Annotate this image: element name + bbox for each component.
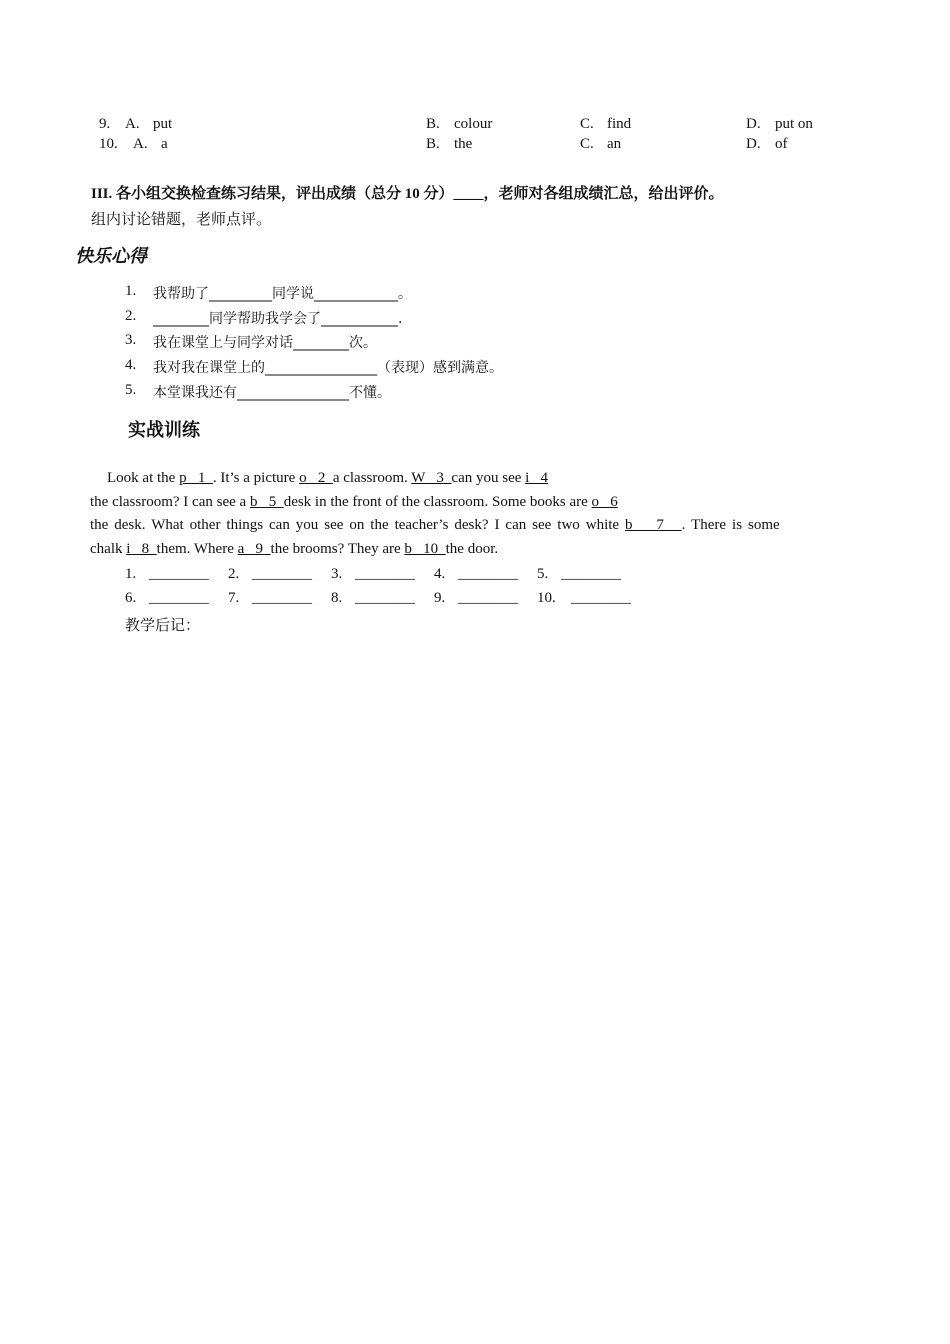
option-b-text: colour <box>454 116 493 132</box>
passage-text: Look at the <box>107 470 180 486</box>
passage-text: chalk <box>90 540 127 557</box>
item-number: 1. <box>125 283 137 299</box>
happy-title: 快乐心得 <box>75 246 147 267</box>
option-c-letter: C. <box>580 116 594 132</box>
option-d-text: of <box>775 136 788 152</box>
option-c-text: find <box>607 116 632 132</box>
answer-number: 8. <box>331 590 343 606</box>
item-text: ________同学帮助我学会了___________. <box>153 311 403 327</box>
option-a-letter: A. <box>125 116 140 132</box>
item-text: 我在课堂上与同学对话________次。 <box>153 335 377 351</box>
answer-blank[interactable]: ________ <box>355 566 415 582</box>
option-d-text: put on <box>775 116 813 132</box>
passage-text: the door. <box>445 540 499 557</box>
passage-text: . It’s a picture <box>212 470 300 486</box>
answer-number: 2. <box>228 566 240 582</box>
answer-number: 5. <box>537 566 549 582</box>
answer-blank[interactable]: ________ <box>561 566 621 582</box>
answer-blank[interactable]: ________ <box>458 590 518 606</box>
passage-text: them. Where <box>156 540 238 557</box>
question-number: 9. <box>99 116 111 132</box>
answer-number: 10. <box>537 590 556 606</box>
item-text: 我对我在课堂上的________________（表现）感到满意。 <box>153 360 503 376</box>
item-number: 5. <box>125 382 137 398</box>
score-blank: ____ <box>453 186 484 202</box>
passage-text: the desk. What other things can you see on the teacher’s desk? I can see two white <box>90 517 626 533</box>
option-a-text: a <box>161 136 168 152</box>
item-number: 4. <box>125 357 137 373</box>
cloze-blank[interactable]: o 2 <box>299 470 333 486</box>
answer-blank[interactable]: ________ <box>458 566 518 582</box>
passage-text: the classroom? I can see a <box>90 493 250 510</box>
option-b-letter: B. <box>426 116 440 132</box>
answer-blank[interactable]: ________ <box>252 590 312 606</box>
passage-text: desk in the front of the classroom. Some books are <box>283 493 592 510</box>
section-3-heading <box>91 182 724 203</box>
answer-blank[interactable]: ________ <box>571 590 631 606</box>
option-d-letter: D. <box>746 136 761 152</box>
item-text: 本堂课我还有________________不懂。 <box>153 385 391 401</box>
cloze-blank[interactable]: b 7 <box>625 517 682 533</box>
item-number: 2. <box>125 308 137 324</box>
passage-line-3 <box>90 514 858 538</box>
item-text: 我帮助了_________同学说____________。 <box>153 286 412 302</box>
cloze-passage <box>90 467 858 561</box>
section-3-heading-tail: ，老师对各组成绩汇总，给出评价。 <box>483 186 724 202</box>
answer-number: 6. <box>125 590 137 606</box>
answer-number: 4. <box>434 566 446 582</box>
item-number: 3. <box>125 332 137 348</box>
cloze-blank[interactable]: i 8 <box>126 540 157 557</box>
passage-text: a classroom. <box>332 470 412 486</box>
option-c-letter: C. <box>580 136 594 152</box>
option-b-letter: B. <box>426 136 440 152</box>
section-3-subline: 组内讨论错题，老师点评。 <box>91 210 272 228</box>
answer-number: 7. <box>228 590 240 606</box>
question-number: 10. <box>99 136 118 152</box>
practice-title: 实战训练 <box>128 420 200 441</box>
answer-blank[interactable]: ________ <box>355 590 415 606</box>
cloze-blank[interactable]: i 4 <box>525 470 549 486</box>
cloze-blank[interactable]: o 6 <box>591 493 618 510</box>
answer-blank[interactable]: ________ <box>149 566 209 582</box>
cloze-blank[interactable]: W 3 <box>411 470 452 486</box>
answer-number: 1. <box>125 566 137 582</box>
section-3-heading-text: III. 各小组交换检查练习结果，评出成绩（总分 10 分） <box>91 186 454 202</box>
option-d-letter: D. <box>746 116 761 132</box>
passage-text: can you see <box>451 470 526 486</box>
teaching-postscript: 教学后记： <box>125 616 201 634</box>
cloze-blank[interactable]: b 10 <box>404 540 446 557</box>
answer-number: 9. <box>434 590 446 606</box>
option-b-text: the <box>454 136 473 152</box>
answer-number: 3. <box>331 566 343 582</box>
passage-line-2 <box>90 491 858 515</box>
option-a-text: put <box>153 116 173 132</box>
cloze-blank[interactable]: b 5 <box>249 493 284 510</box>
passage-line-1 <box>90 467 858 491</box>
passage-line-4 <box>90 538 858 562</box>
option-a-letter: A. <box>133 136 148 152</box>
cloze-blank[interactable]: p 1 <box>179 470 213 486</box>
cloze-blank[interactable]: a 9 <box>237 540 271 557</box>
answer-blank[interactable]: ________ <box>149 590 209 606</box>
passage-text: . There is some <box>681 517 780 533</box>
passage-text: the brooms? They are <box>270 540 405 557</box>
option-c-text: an <box>607 136 622 152</box>
answer-blank[interactable]: ________ <box>252 566 312 582</box>
